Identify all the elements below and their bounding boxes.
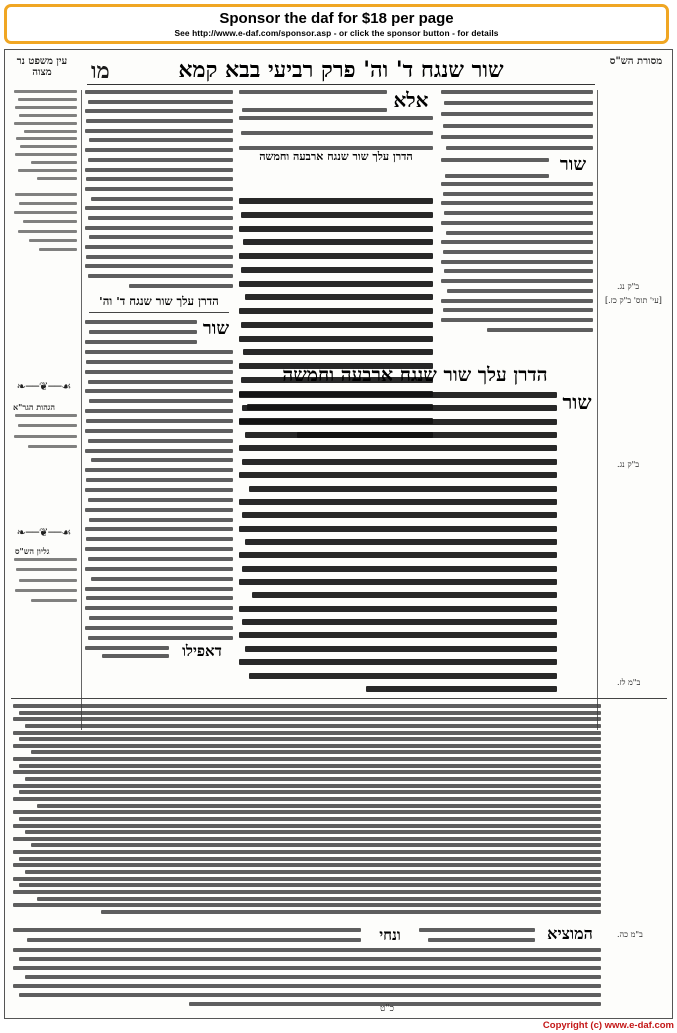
copyright-notice[interactable]: Copyright (c) www.e-daf.com bbox=[542, 1020, 674, 1031]
lower-commentary-text bbox=[13, 704, 601, 914]
hadran-heading-inline: הדרן עלך שור שנגח ארבעה וחמשה bbox=[259, 150, 413, 163]
hadran-heading-left: הדרן עלך שור שנגח ד' וה' bbox=[99, 294, 219, 308]
masoret-note-1: ב"ק נג. bbox=[617, 282, 640, 291]
gemara-upper-lines bbox=[239, 116, 433, 150]
ornament-divider-2: ❧──❦──☙ bbox=[16, 526, 72, 539]
bottom-commentary-text bbox=[13, 948, 601, 1006]
hagahot-gra-notes bbox=[11, 414, 77, 448]
masoret-note-3: ב"ק נג. bbox=[617, 460, 640, 469]
bottom-intro-lines bbox=[419, 928, 535, 942]
masoret-note-5: ב"מ כה. bbox=[617, 930, 643, 939]
page-signature: כ"ט bbox=[380, 1004, 394, 1014]
sponsor-headline[interactable]: Sponsor the daf for $18 per page bbox=[219, 10, 454, 27]
bottom-start-word: המוציא bbox=[547, 924, 593, 943]
bottom-intro-lines-left bbox=[13, 928, 361, 942]
inner-second-word: דאפילו bbox=[182, 642, 222, 660]
ein-mishpat-heading: עין משפט נר מצוה bbox=[16, 56, 68, 78]
rashi-commentary-top bbox=[441, 90, 593, 150]
gilyon-hashas-heading: גליון הש"ס bbox=[15, 546, 50, 556]
sponsor-subline[interactable]: See http://www.e-daf.com/sponsor.asp - or click the sponsor button - for details bbox=[174, 28, 499, 38]
tosafot-commentary-middle bbox=[85, 350, 233, 640]
talmud-page bbox=[4, 49, 673, 1019]
tosafot-end-lines bbox=[85, 646, 169, 658]
hadran-main-heading: הדרן עלך שור שנגח ארבעה וחמשה bbox=[282, 364, 548, 386]
ornament-divider-1: ❧──❦──☙ bbox=[16, 380, 72, 393]
inner-start-word: שור bbox=[202, 318, 230, 339]
right-margin-divider bbox=[597, 90, 598, 730]
rashi-intro-lines bbox=[441, 158, 549, 178]
left-margin-divider bbox=[81, 90, 82, 730]
tosafot-commentary-top bbox=[85, 90, 233, 288]
ein-mishpat-notes bbox=[11, 90, 77, 180]
page-number: מו bbox=[91, 58, 110, 84]
hagahot-gra-heading: הגהות הגר"א bbox=[13, 402, 56, 412]
bottom-second-word: ונחי bbox=[379, 926, 401, 944]
gemara-top-lines bbox=[239, 90, 387, 112]
masoret-note-4: ב"מ לז. bbox=[617, 678, 641, 687]
page-header-title: שור שנגח ד' וה' פרק רביעי בבא קמא bbox=[87, 56, 595, 85]
rashi-start-word: שור bbox=[559, 154, 587, 175]
ein-mishpat-notes-2 bbox=[11, 193, 77, 251]
lower-commentary-rule bbox=[11, 698, 667, 699]
tosafot-intro-lines bbox=[85, 320, 197, 344]
hadran-rule bbox=[89, 312, 229, 313]
masoret-hashas-heading: מסורת הש"ס bbox=[609, 56, 663, 67]
rashi-commentary-body bbox=[441, 182, 593, 332]
sponsor-banner[interactable] bbox=[4, 4, 669, 44]
masoret-note-2: [עי' תוס' ב"ק כז.] bbox=[605, 296, 662, 305]
mishna-start-word: שור bbox=[562, 390, 592, 414]
gilyon-hashas-notes bbox=[11, 558, 77, 602]
gemara-start-word: אלא bbox=[393, 88, 429, 112]
